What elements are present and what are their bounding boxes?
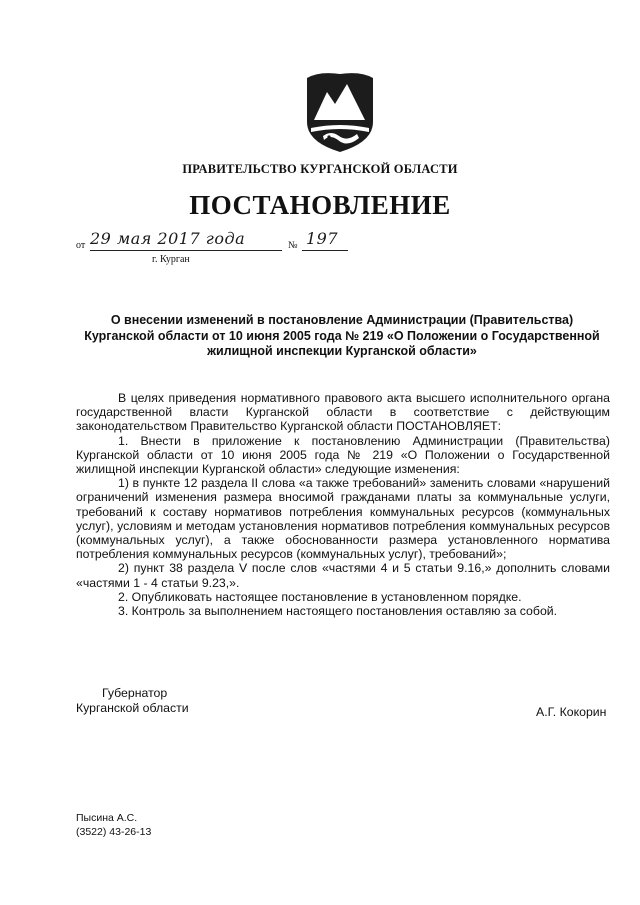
body-paragraph: 2) пункт 38 раздела V после слов «частями 4 и 5 статьи 9.16,» дополнить словами «частями 1 - 4 статьи 9.23,».	[76, 561, 610, 590]
executor-phone: (3522) 43-26-13	[76, 826, 152, 838]
date-underline	[90, 249, 282, 251]
document-title	[72, 313, 612, 360]
signatory-position	[76, 686, 189, 716]
body-paragraph: 3. Контроль за выполнением настоящего постановления оставляю за собой.	[118, 604, 558, 619]
body-paragraph: 1. Внести в приложение к постановлению Администрации (Правительства) Курганской области от 10 июня 2005 года № 219 «О Положении о Государственной жилищной инспекции Курганской области» следующие изменения:	[76, 433, 610, 477]
organization-name: ПРАВИТЕЛЬСТВО КУРГАНСКОЙ ОБЛАСТИ	[182, 162, 458, 176]
title-line: жилищной инспекции Курганской области»	[207, 344, 477, 358]
document-type-title: ПОСТАНОВЛЕНИЕ	[189, 190, 451, 220]
body-paragraph: 2. Опубликовать настоящее постановление в установленном порядке.	[118, 589, 522, 604]
number-handwritten: 197	[306, 229, 339, 248]
signatory-region: Курганской области	[76, 701, 189, 715]
kurgan-region-emblem-icon	[305, 70, 375, 154]
date-prefix: от	[76, 240, 86, 251]
body-paragraph: В целях приведения нормативного правового акта высшего исполнительного органа государственной власти Курганской области в соответствие с действующим законодательством Правительство Курганской области ПОСТАНОВЛЯЕТ:	[76, 391, 610, 434]
date-handwritten: 29 мая 2017 года	[90, 229, 246, 248]
signatory-name: А.Г. Кокорин	[536, 705, 607, 719]
executor-info	[76, 811, 151, 839]
title-line: Курганской области от 10 июня 2005 года № 219 «О Положении о Государственной	[84, 328, 600, 343]
date-number-line	[76, 229, 366, 254]
document-body	[76, 391, 610, 618]
number-prefix: №	[288, 240, 298, 251]
number-underline	[302, 249, 348, 251]
city-label: г. Курган	[152, 254, 190, 265]
body-paragraph: 1) в пункте 12 раздела II слова «а также требований» заменить словами «нарушений ограничений изменения размера вносимой гражданами платы за коммунальные услуги, требований к составу нормативов потребления коммунальных ресурсов (коммунальных услуг), условиям и методам установления нормативов потребления коммунальных ресурсов (коммунальных услуг), а также обоснованности размера установленного норматива потребления коммунальных ресурсов (коммунальных услуг), требований»;	[76, 476, 610, 562]
executor-name: Пысина А.С.	[76, 812, 138, 824]
title-line: О внесении изменений в постановление Администрации (Правительства)	[110, 313, 574, 327]
signatory-title: Губернатор	[102, 686, 168, 700]
